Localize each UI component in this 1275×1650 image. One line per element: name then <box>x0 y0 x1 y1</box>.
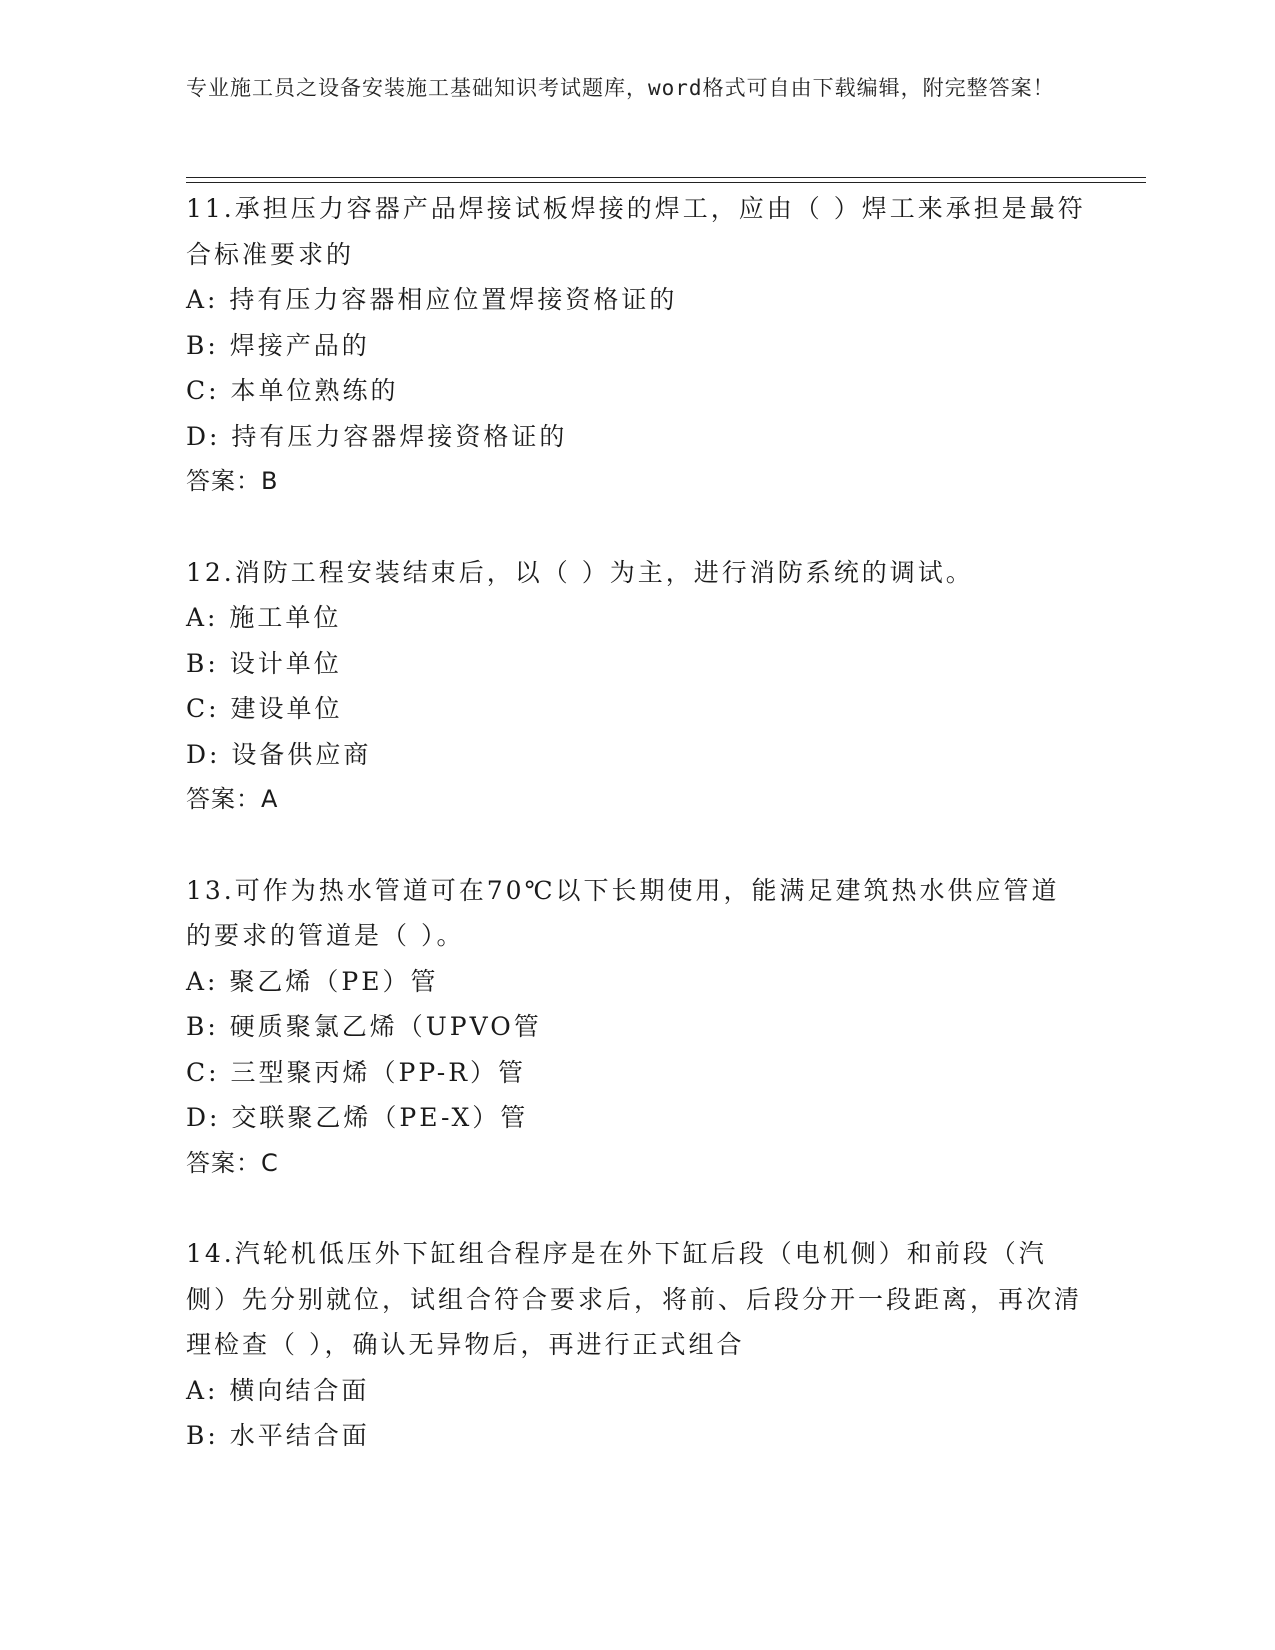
option-b: B: 水平结合面 <box>186 1421 370 1450</box>
question-stem: 12.消防工程安装结束后，以（ ）为主，进行消防系统的调试。 <box>186 557 974 587</box>
option-b: B: 设计单位 <box>186 648 342 678</box>
option-c: C: 本单位熟练的 <box>186 376 399 405</box>
spacer <box>186 823 1086 868</box>
answer: 答案：B <box>186 467 279 495</box>
option-a: A: 聚乙烯（PE）管 <box>186 966 439 996</box>
option-b: B: 焊接产品的 <box>186 330 370 360</box>
question-14 <box>186 1231 1086 1459</box>
header-divider-bottom <box>186 182 1146 183</box>
option-a: A: 施工单位 <box>186 603 342 632</box>
answer: 答案：A <box>186 785 279 813</box>
option-a: A: 持有压力容器相应位置焊接资格证的 <box>186 285 678 314</box>
option-c: C: 建设单位 <box>186 694 343 723</box>
option-b: B: 硬质聚氯乙烯（UPVO管 <box>186 1012 542 1041</box>
question-13 <box>186 868 1086 1187</box>
question-11 <box>186 186 1086 505</box>
header-divider-top <box>186 177 1146 178</box>
question-12 <box>186 550 1086 823</box>
question-stem: 13.可作为热水管道可在70℃以下长期使用，能满足建筑热水供应管道的要求的管道是（ ）。 <box>186 875 1060 950</box>
question-list <box>186 186 1086 1459</box>
option-d: D: 设备供应商 <box>186 739 372 769</box>
document-header: 专业施工员之设备安装施工基础知识考试题库，word格式可自由下载编辑，附完整答案！ <box>186 76 1055 100</box>
option-d: D: 持有压力容器焊接资格证的 <box>186 421 568 451</box>
option-d: D: 交联聚乙烯（PE-X）管 <box>186 1103 529 1132</box>
option-c: C: 三型聚丙烯（PP-R）管 <box>186 1057 527 1087</box>
spacer <box>186 505 1086 550</box>
question-stem: 11.承担压力容器产品焊接试板焊接的焊工，应由（ ）焊工来承担是最符合标准要求的 <box>186 194 1086 269</box>
spacer <box>186 1186 1086 1231</box>
question-stem: 14.汽轮机低压外下缸组合程序是在外下缸后段（电机侧）和前段（汽侧）先分别就位，试组合符合要求后，将前、后段分开一段距离，再次清理检查（ ），确认无异物后，再进行正式组合 <box>186 1239 1083 1359</box>
answer: 答案：C <box>186 1148 279 1177</box>
option-a: A: 横向结合面 <box>186 1375 370 1405</box>
